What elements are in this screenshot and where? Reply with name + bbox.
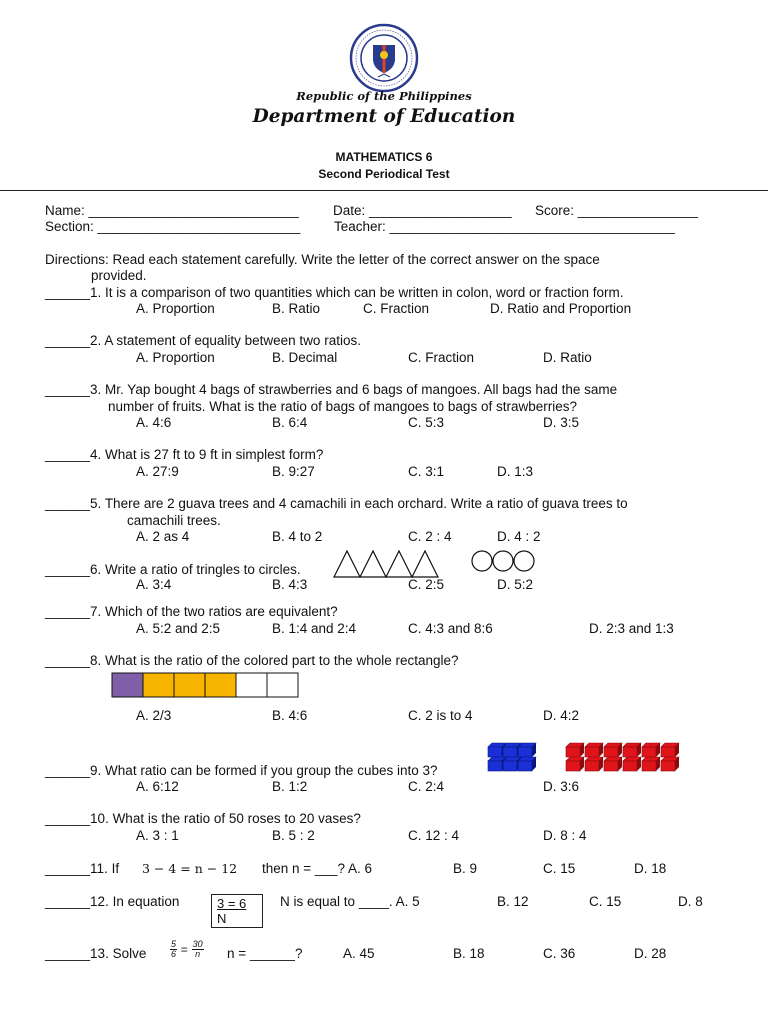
q4-option-a: A. 27:9 — [136, 464, 179, 479]
q9-cubes-figure — [486, 741, 688, 775]
q10-option-a: A. 3 : 1 — [136, 828, 179, 843]
q7-option-c: C. 4:3 and 8:6 — [408, 621, 493, 636]
cube-shape — [566, 743, 584, 757]
question-11: ______11. If — [45, 861, 120, 876]
cube-shape — [585, 757, 603, 771]
circle-shape — [472, 551, 492, 571]
q9-option-c: C. 2:4 — [408, 779, 445, 794]
question-2: ______2. A statement of equality between two ratios. — [45, 333, 361, 348]
q10-option-b: B. 5 : 2 — [272, 828, 315, 843]
question-12: ______12. In equation — [45, 894, 180, 909]
q1-option-d: D. Ratio and Proportion — [490, 301, 632, 316]
q12-equation-box — [211, 894, 263, 928]
q4-option-b: B. 9:27 — [272, 464, 315, 479]
triangle-shape — [412, 551, 438, 577]
q13-option-a: A. 45 — [343, 946, 375, 961]
cube-shape — [518, 743, 536, 757]
q12-option-b: B. 12 — [497, 894, 529, 909]
triangle-shape — [334, 551, 360, 577]
q6-shapes-figure — [334, 549, 544, 579]
score-field: Score: ________________ — [535, 203, 698, 218]
circle-shape — [493, 551, 513, 571]
q8-option-c: C. 2 is to 4 — [408, 708, 473, 723]
q13-equals: = — [180, 942, 188, 957]
cube-shape — [518, 757, 536, 771]
q9-option-a: A. 6:12 — [136, 779, 179, 794]
q13-option-d: D. 28 — [634, 946, 667, 961]
question-3-line-2: number of fruits. What is the ratio of bags of mangoes to bags of strawberries? — [108, 399, 577, 414]
q4-option-d: D. 1:3 — [497, 464, 534, 479]
q8-option-b: B. 4:6 — [272, 708, 308, 723]
header-divider — [0, 190, 768, 191]
q12-prefix-and-option-a: N is equal to ____. A. 5 — [280, 894, 420, 909]
q2-option-c: C. Fraction — [408, 350, 475, 365]
q2-option-d: D. Ratio — [543, 350, 592, 365]
rectangle-segment — [267, 673, 298, 697]
q13-answer-blank: n = ______? — [227, 946, 303, 961]
rectangle-segment — [143, 673, 174, 697]
cube-shape — [566, 757, 584, 771]
q5-option-a: A. 2 as 4 — [136, 529, 190, 544]
q4-option-c: C. 3:1 — [408, 464, 445, 479]
q3-option-c: C. 5:3 — [408, 415, 445, 430]
q13-equation — [170, 940, 204, 959]
republic-heading: Republic of the Philippines — [296, 89, 472, 103]
q9-option-b: B. 1:2 — [272, 779, 308, 794]
teacher-field: Teacher: ______________________________________ — [334, 219, 675, 234]
q8-rectangle-figure — [110, 671, 302, 699]
q9-option-d: D. 3:6 — [543, 779, 580, 794]
q12-option-c: C. 15 — [589, 894, 622, 909]
q10-option-c: C. 12 : 4 — [408, 828, 460, 843]
q11-option-d: D. 18 — [634, 861, 667, 876]
q3-option-b: B. 6:4 — [272, 415, 308, 430]
q5-option-d: D. 4 : 2 — [497, 529, 541, 544]
q13-f1-denominator: 6 — [171, 949, 177, 959]
question-5: ______5. There are 2 guava trees and 4 camachili in each orchard. Write a ratio of guava trees to — [45, 496, 628, 511]
q13-f2-denominator: n — [195, 949, 201, 959]
q13-f1-numerator: 5 — [171, 939, 177, 949]
q11-option-c: C. 15 — [543, 861, 576, 876]
q3-option-a: A. 4:6 — [136, 415, 172, 430]
q11-option-b: B. 9 — [453, 861, 478, 876]
deped-seal-icon — [349, 23, 419, 93]
question-10: ______10. What is the ratio of 50 roses to 20 vases? — [45, 811, 361, 826]
q8-option-a: A. 2/3 — [136, 708, 172, 723]
cube-shape — [604, 743, 622, 757]
q8-option-d: D. 4:2 — [543, 708, 580, 723]
question-4: ______4. What is 27 ft to 9 ft in simplest form? — [45, 447, 324, 462]
q13-option-b: B. 18 — [453, 946, 485, 961]
q13-fraction-2 — [192, 940, 204, 959]
cube-shape — [604, 757, 622, 771]
q6-option-a: A. 3:4 — [136, 577, 172, 592]
cube-shape — [642, 757, 660, 771]
cube-shape — [623, 757, 641, 771]
q12-box-bottom: N — [217, 911, 227, 926]
question-5-line-2: camachili trees. — [127, 513, 221, 528]
q6-option-c: C. 2:5 — [408, 577, 445, 592]
test-title: Second Periodical Test — [318, 167, 450, 181]
q1-option-b: B. Ratio — [272, 301, 321, 316]
question-8: ______8. What is the ratio of the colored part to the whole rectangle? — [45, 653, 459, 668]
cube-shape — [585, 743, 603, 757]
q7-option-b: B. 1:4 and 2:4 — [272, 621, 357, 636]
subject-title: MATHEMATICS 6 — [335, 150, 433, 164]
directions-line-2: provided. — [91, 268, 147, 283]
question-9: ______9. What ratio can be formed if you group the cubes into 3? — [45, 763, 438, 778]
cube-shape — [642, 743, 660, 757]
q10-option-d: D. 8 : 4 — [543, 828, 587, 843]
cube-shape — [623, 743, 641, 757]
q3-option-d: D. 3:5 — [543, 415, 580, 430]
q1-option-a: A. Proportion — [136, 301, 215, 316]
q11-equation: 3 − 4 = n − 12 — [142, 861, 238, 876]
q1-option-c: C. Fraction — [363, 301, 430, 316]
q11-prefix-and-option-a: then n = ___? A. 6 — [262, 861, 372, 876]
q13-option-c: C. 36 — [543, 946, 576, 961]
q7-option-a: A. 5:2 and 2:5 — [136, 621, 221, 636]
question-1: ______1. It is a comparison of two quantities which can be written in colon, word or fraction form. — [45, 285, 624, 300]
question-7: ______7. Which of the two ratios are equivalent? — [45, 604, 338, 619]
rectangle-segment — [174, 673, 205, 697]
cube-shape — [661, 757, 679, 771]
q2-option-a: A. Proportion — [136, 350, 215, 365]
section-field: Section: ___________________________ — [45, 219, 301, 234]
triangle-shape — [386, 551, 412, 577]
q12-box-top: 3 = 6 — [217, 896, 247, 911]
q13-f2-numerator: 30 — [192, 939, 203, 949]
q6-option-b: B. 4:3 — [272, 577, 308, 592]
q13-fraction-1 — [170, 940, 177, 959]
triangle-shape — [360, 551, 386, 577]
q2-option-b: B. Decimal — [272, 350, 338, 365]
question-3: ______3. Mr. Yap bought 4 bags of strawberries and 6 bags of mangoes. All bags had the same — [45, 382, 618, 397]
circle-shape — [514, 551, 534, 571]
date-field: Date: ___________________ — [333, 203, 512, 218]
question-6: ______6. Write a ratio of tringles to circles. — [45, 562, 301, 577]
rectangle-segment — [112, 673, 143, 697]
q5-option-c: C. 2 : 4 — [408, 529, 452, 544]
department-heading: Department of Education — [252, 106, 516, 127]
question-13: ______13. Solve — [45, 946, 147, 961]
cube-shape — [661, 743, 679, 757]
q7-option-d: D. 2:3 and 1:3 — [589, 621, 674, 636]
rectangle-segment — [205, 673, 236, 697]
name-field: Name: ____________________________ — [45, 203, 299, 218]
q12-option-d: D. 8 — [678, 894, 703, 909]
directions-line-1: Directions: Read each statement carefully. Write the letter of the correct answer on the space — [45, 252, 600, 267]
q5-option-b: B. 4 to 2 — [272, 529, 323, 544]
rectangle-segment — [236, 673, 267, 697]
q6-option-d: D. 5:2 — [497, 577, 534, 592]
